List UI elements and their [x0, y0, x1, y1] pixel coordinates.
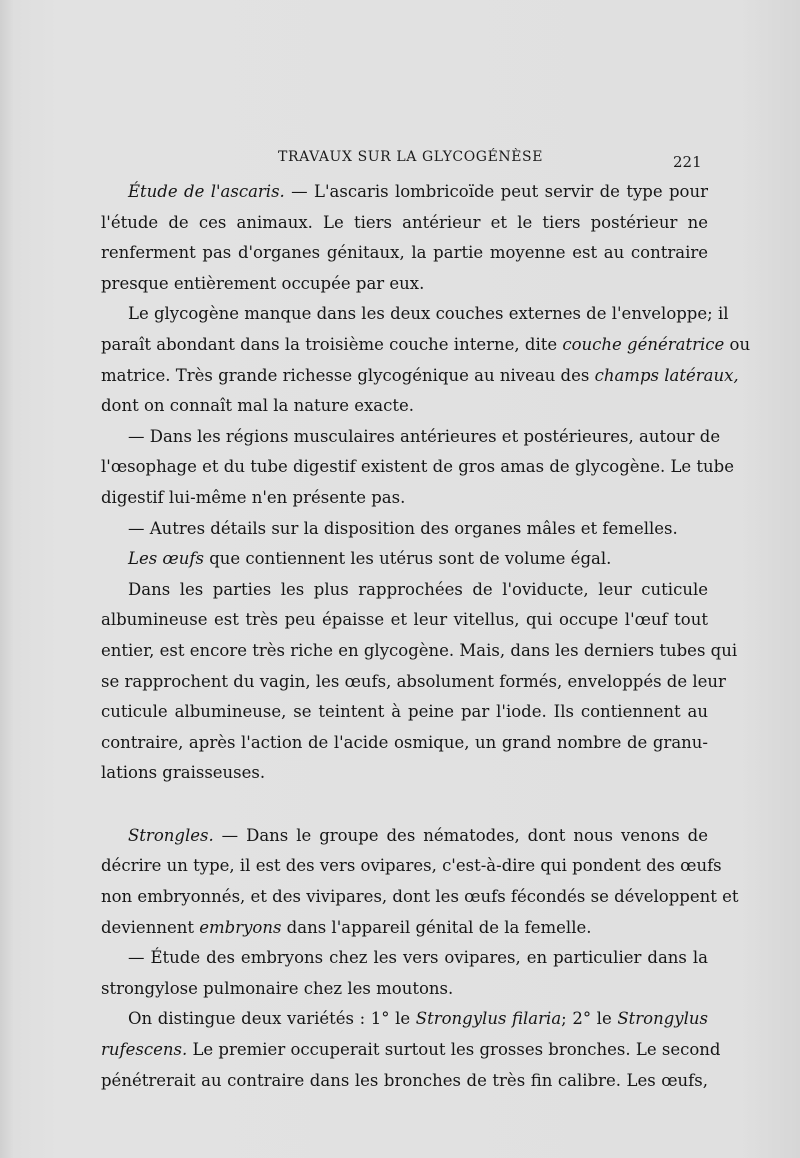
text-span: Le premier occuperait surtout les grosses bronches. Le second: [187, 1040, 721, 1060]
text-span: — Dans le groupe des nématodes, dont nous venons de: [213, 825, 708, 845]
text-line: — Étude des embryons chez les vers ovipares, en particulier dans la: [128, 948, 708, 968]
paragraph-other-details: [101, 514, 708, 545]
text-line: [101, 1035, 721, 1066]
text-line: pénétrerait au contraire dans les bronches de très fin calibre. Les œufs,: [101, 1070, 708, 1090]
text-line: l'œsophage et du tube digestif existent de gros amas de glycogène. Le tube: [101, 457, 735, 477]
text-line: [101, 177, 708, 208]
paragraph-varieties: [101, 1004, 721, 1096]
text-span: On distingue deux variétés : 1° le: [128, 1009, 416, 1029]
italic-term: Strongylus: [617, 1009, 708, 1029]
text-line: presque entièrement occupée par eux.: [101, 273, 425, 293]
paragraph-oviduct: [101, 575, 738, 789]
italic-heading: Étude de l'ascaris.: [128, 182, 285, 201]
text-line: Dans les parties les plus rapprochées de l'oviducte, leur cuticule: [128, 579, 708, 599]
paragraph-ascaris-study: [101, 177, 708, 299]
text-span: dans l'appareil génital de la femelle.: [281, 917, 592, 937]
text-line: lations graisseuses.: [101, 763, 266, 783]
running-title: TRAVAUX SUR LA GLYCOGÉNÈSE: [278, 149, 544, 165]
text-line: [101, 361, 739, 392]
section-gap: [101, 789, 708, 821]
text-line: [101, 821, 708, 852]
text-span: paraît abondant dans la troisième couche interne, dite: [101, 334, 563, 354]
text-span: ou: [724, 334, 751, 354]
italic-term: rufescens.: [101, 1040, 188, 1060]
paragraph-eggs: [101, 544, 708, 575]
paragraph-strongles: [101, 821, 739, 943]
page-number: 221: [673, 153, 702, 171]
text-line: entier, est encore très riche en glycogène. Mais, dans les derniers tubes qui: [101, 640, 738, 660]
text-line: dont on connaît mal la nature exacte.: [101, 396, 414, 416]
italic-term: couche génératrice: [562, 334, 725, 354]
text-line: digestif lui-même n'en présente pas.: [101, 487, 406, 507]
text-line: strongylose pulmonaire chez les moutons.: [101, 978, 454, 998]
text-line: se rapprochent du vagin, les œufs, absolument formés, enveloppés de leur: [101, 671, 726, 691]
paragraph-embryo-study: [101, 943, 708, 1004]
text-span: deviennent: [101, 917, 200, 937]
text-line: contraire, après l'action de l'acide osmique, un grand nombre de granu-: [101, 732, 708, 752]
paragraph-muscular-regions: [101, 422, 735, 514]
paragraph-glycogen-envelope: [101, 299, 751, 421]
text-span: matrice. Très grande richesse glycogénique au niveau des: [101, 365, 595, 385]
text-line: — Dans les régions musculaires antérieures et postérieures, autour de: [128, 426, 721, 446]
text-span: — L'ascaris lombricoïde peut servir de type pour: [284, 182, 708, 201]
text-line: albumineuse est très peu épaisse et leur vitellus, qui occupe l'œuf tout: [101, 610, 708, 630]
italic-heading: Les œufs: [128, 549, 204, 569]
text-line: cuticule albumineuse, se teintent à peine par l'iode. Ils contiennent au: [101, 702, 708, 722]
text-line: Le glycogène manque dans les deux couches externes de l'enveloppe; il: [128, 304, 729, 324]
italic-heading: Strongles.: [128, 825, 214, 845]
text-line: décrire un type, il est des vers ovipares, c'est-à-dire qui pondent des œufs: [101, 856, 722, 876]
text-line: non embryonnés, et des vivipares, dont les œufs fécondés se développent et: [101, 887, 739, 907]
italic-term: champs latéraux,: [594, 365, 739, 385]
italic-term: embryons: [199, 917, 282, 937]
body-text: [101, 177, 751, 1096]
text-line: [101, 913, 708, 944]
text-line: [101, 544, 708, 575]
text-span: que contiennent les utérus sont de volume égal.: [203, 549, 612, 569]
text-span: ; 2° le: [561, 1009, 618, 1029]
italic-term: Strongylus filaria: [415, 1009, 562, 1029]
text-line: l'étude de ces animaux. Le tiers antérieur et le tiers postérieur ne: [101, 212, 708, 232]
text-line: [101, 330, 751, 361]
text-line: renferment pas d'organes génitaux, la partie moyenne est au contraire: [101, 243, 708, 263]
text-line: [101, 1004, 708, 1035]
text-line: — Autres détails sur la disposition des organes mâles et femelles.: [128, 518, 678, 538]
